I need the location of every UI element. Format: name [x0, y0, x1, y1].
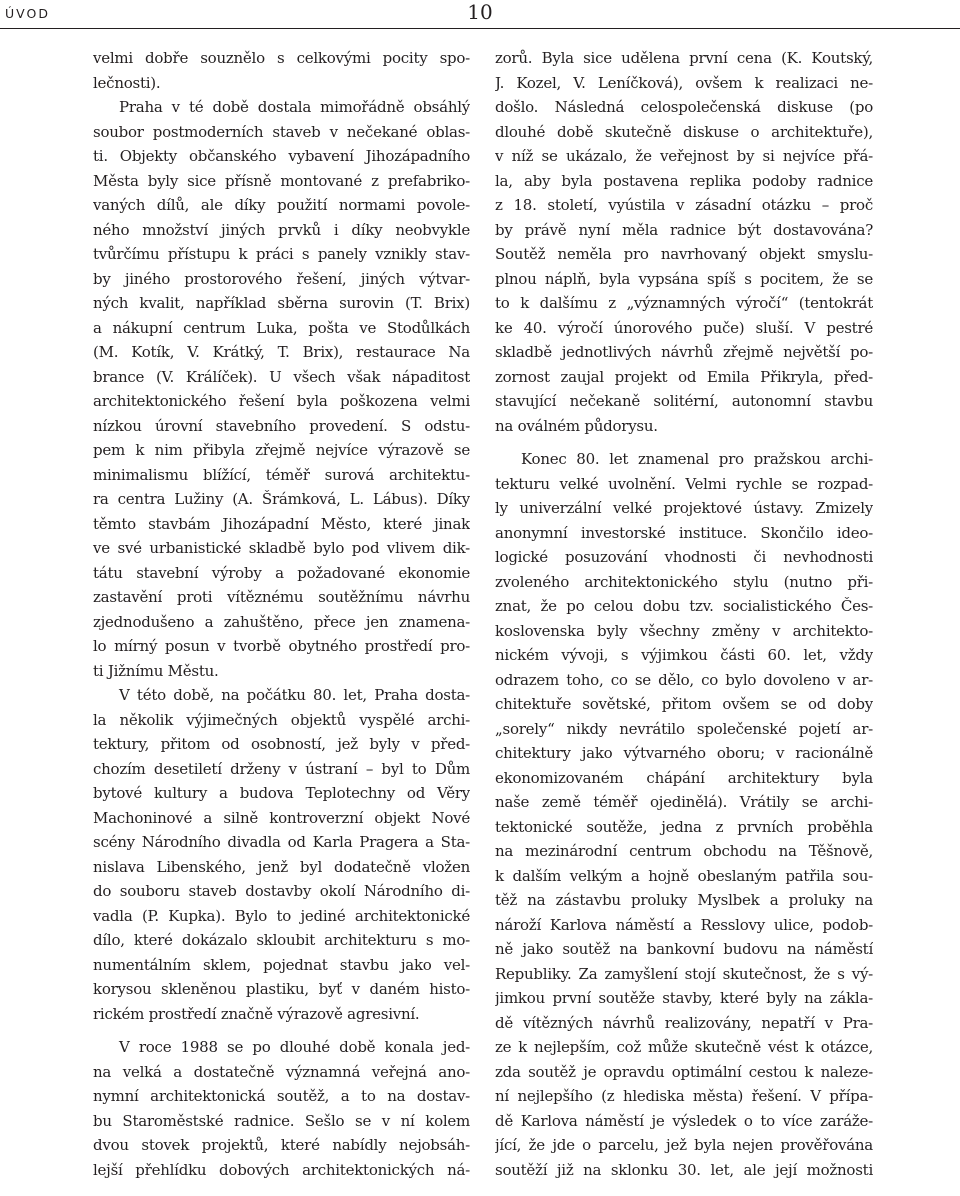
text-line: na mezinárodní centrum obchodu na Těšnově, — [495, 842, 873, 860]
text-line: došlo. Následná celospolečenská diskuse (po — [495, 98, 873, 116]
text-line: (M. Kotík, V. Krátký, T. Brix), restaurace Na — [93, 343, 470, 361]
text-line: Konec 80. let znamenal pro pražskou archi- — [521, 450, 873, 468]
text-line: by právě nyní měla radnice být dostavována? — [495, 220, 873, 239]
header-rule — [0, 28, 960, 29]
text-line: minimalismu blížící, téměř surová architektu- — [93, 465, 470, 484]
page-header — [0, 0, 960, 30]
text-line: anonymní investorské instituce. Skončilo ideo- — [495, 523, 873, 542]
text-line: numentálním sklem, pojednat stavbu jako vel- — [93, 955, 470, 974]
left-text-column — [93, 46, 470, 1182]
text-line: plnou náplň, byla vypsána spíš s pocitem, že se — [495, 269, 873, 288]
text-line: scény Národního divadla od Karla Pragera a Sta- — [93, 833, 470, 851]
text-line: na velká a dostatečně významná veřejná ano- — [93, 1062, 470, 1081]
text-line: Machoninové a silně kontroverzní objekt Nové — [93, 808, 470, 827]
text-line: bytové kultury a budova Teplotechny od Věry — [93, 784, 470, 802]
text-line: tektonické soutěže, jedna z prvních proběhla — [495, 817, 873, 836]
text-line: koslovenska byly všechny změny v architekto- — [495, 621, 873, 640]
text-line: lečnosti). — [93, 73, 161, 92]
text-line: ly univerzální velké projektové ústavy. Zmizely — [495, 499, 873, 517]
text-line: velmi dobře souznělo s celkovými pocity spo- — [93, 49, 470, 67]
text-line: lejší přehlídku dobových architektonických ná- — [93, 1160, 470, 1179]
text-line: ve své urbanistické skladbě bylo pod vlivem dik- — [93, 539, 470, 557]
text-line: logické posuzování vhodnosti či nevhodnosti — [495, 548, 873, 566]
text-line: bu Staroměstské radnice. Sešlo se v ní kolem — [93, 1111, 470, 1130]
page-number: 10 — [467, 0, 493, 24]
text-line: chozím desetiletí drženy v ústraní – byl to Dům — [93, 759, 470, 778]
text-line: korysou skleněnou plastiku, byť v daném histo- — [93, 980, 470, 998]
text-line: to k dalšímu z „významných výročí“ (tentokrát — [495, 294, 873, 312]
text-line: dílo, které dokázalo skloubit architekturu s mo- — [93, 931, 470, 949]
text-line: odrazem toho, co se dělo, co bylo dovoleno v ar- — [495, 670, 873, 689]
text-line: jimkou první soutěže stavby, které byly na zákla- — [495, 989, 873, 1007]
text-line: Města byly sice přísně montované z prefabriko- — [93, 171, 470, 190]
text-line: dě vítězných návrhů realizovány, nepatří v Pra- — [495, 1013, 873, 1032]
text-line: V této době, na počátku 80. let, Praha dosta- — [119, 686, 470, 704]
text-line: pem k nim přibyla zřejmě nejvíce výrazově se — [93, 441, 470, 459]
text-line: v níž se ukázalo, že veřejnost by si nejvíce přá- — [495, 147, 873, 165]
text-line: by jiného prostorového řešení, jiných výtvar- — [93, 269, 470, 288]
text-line: tektury, přitom od osobností, jež byly v před- — [93, 735, 470, 753]
text-line: dlouhé době skutečně diskuse o architektuře), — [495, 122, 873, 141]
text-line: soutěží již na sklonku 30. let, ale její možnosti — [495, 1160, 873, 1179]
text-line: stavující nečekaně solitérní, autonomní stavbu — [495, 392, 873, 410]
text-line: naše země téměř ojedinělá). Vrátily se archi- — [495, 793, 873, 811]
text-line: a nákupní centrum Luka, pošta ve Stodůlkách — [93, 318, 470, 337]
text-line: nízkou úrovní stavebního provedení. S odstu- — [93, 416, 470, 435]
text-line: ně jako soutěž na bankovní budovu na náměstí — [495, 940, 873, 958]
text-line: dě Karlova náměstí je výsledek o to více zaráže- — [495, 1111, 873, 1130]
text-line: soubor postmoderních staveb v nečekané oblas- — [93, 122, 470, 141]
text-line: k dalším velkým a hojně obeslaným patřila sou- — [495, 866, 873, 885]
text-line: zvoleného architektonického stylu (nutno při- — [495, 572, 873, 591]
text-line: chitektury jako výtvarného oboru; v racionálně — [495, 744, 873, 762]
text-line: tekturu velké uvolnění. Velmi rychle se rozpad- — [495, 474, 873, 493]
text-line: tvůrčímu přístupu k práci s panely vznikly stav- — [93, 245, 470, 263]
text-line: architektonického řešení byla poškozena velmi — [93, 392, 470, 410]
text-line: ní nejlepšího (z hlediska města) řešení. V přípa- — [495, 1087, 873, 1105]
text-line: chitektuře sovětské, přitom ovšem se od doby — [495, 695, 873, 713]
text-line: na oválném půdorysu. — [495, 416, 658, 435]
text-line: vadla (P. Kupka). Bylo to jediné architektonické — [93, 906, 470, 925]
text-line: Praha v té době dostala mimořádně obsáhlý — [119, 98, 470, 116]
text-line: skladbě jednotlivých návrhů zřejmě největší po- — [495, 343, 873, 361]
text-line: ra centra Lužiny (A. Šrámková, L. Lábus). Díky — [93, 490, 470, 508]
text-line: Soutěž neměla pro navrhovaný objekt smyslu- — [495, 245, 873, 263]
text-line: zda soutěž je opravdu optimální cestou k naleze- — [495, 1062, 873, 1081]
text-line: dvou stovek projektů, které nabídly nejobsáh- — [93, 1136, 470, 1154]
text-line: zjednodušeno a zahuštěno, přece jen znamena- — [93, 612, 470, 631]
text-line: zorů. Byla sice udělena první cena (K. Koutský, — [495, 49, 873, 67]
text-line: ekonomizovaném chápání architektury byla — [495, 768, 873, 787]
text-line: ti. Objekty občanského vybavení Jihozápadního — [93, 147, 470, 165]
text-line: ti Jižnímu Městu. — [93, 661, 219, 680]
text-line: V roce 1988 se po dlouhé době konala jed- — [119, 1038, 470, 1056]
text-line: jící, že jde o parcelu, jež byla nejen prověřována — [495, 1136, 873, 1154]
text-line: Republiky. Za zamyšlení stojí skutečnost, že s vý- — [495, 964, 873, 983]
text-line: ze k nejlepším, což může skutečně vést k otázce, — [495, 1038, 873, 1056]
text-line: nislava Libenského, jenž byl dodatečně vložen — [93, 857, 470, 876]
right-text-column — [495, 46, 873, 1182]
text-line: „sorely“ nikdy nevrátilo společenské pojetí ar- — [495, 719, 873, 738]
text-line: ných kvalit, například sběrna surovin (T. Brix) — [93, 294, 470, 312]
text-line: J. Kozel, V. Leníčková), ovšem k realizaci ne- — [495, 73, 873, 92]
text-line: těž na zástavbu proluky Myslbek a proluky na — [495, 891, 873, 909]
text-line: lo mírný posun v tvorbě obytného prostředí pro- — [93, 637, 470, 655]
text-line: z 18. století, vyústila v zásadní otázku – proč — [495, 196, 873, 214]
text-line: zornost zaujal projekt od Emila Přikryla, před- — [495, 367, 873, 386]
text-line: la, aby byla postavena replika podoby radnice — [495, 171, 873, 190]
text-line: nymní architektonická soutěž, a to na dostav- — [93, 1087, 470, 1105]
text-line: ného množství jiných prvků i díky neobvykle — [93, 220, 470, 239]
text-line: vaných dílů, ale díky použití normami povole- — [93, 196, 470, 214]
text-line: tátu stavební výroby a požadované ekonomie — [93, 563, 470, 582]
text-line: nickém vývoji, s výjimkou části 60. let, vždy — [495, 646, 873, 664]
text-line: těmto stavbám Jihozápadní Město, které jinak — [93, 514, 470, 533]
text-line: do souboru staveb dostavby okolí Národního di- — [93, 882, 470, 900]
text-line: ke 40. výročí únorového puče) sluší. V pestré — [495, 318, 873, 337]
text-line: brance (V. Králíček). U všech však nápaditost — [93, 367, 470, 386]
text-line: la několik výjimečných objektů vyspělé archi- — [93, 710, 470, 729]
text-line: nároží Karlova náměstí a Resslovy ulice, podob- — [495, 915, 873, 934]
text-line: znat, že po celou dobu tzv. socialistického Čes- — [495, 597, 873, 615]
text-line: zastavění proti vítěznému soutěžnímu návrhu — [93, 588, 470, 606]
section-label: ÚVOD — [5, 6, 50, 21]
text-line: rickém prostředí značně výrazově agresivní. — [93, 1004, 420, 1023]
